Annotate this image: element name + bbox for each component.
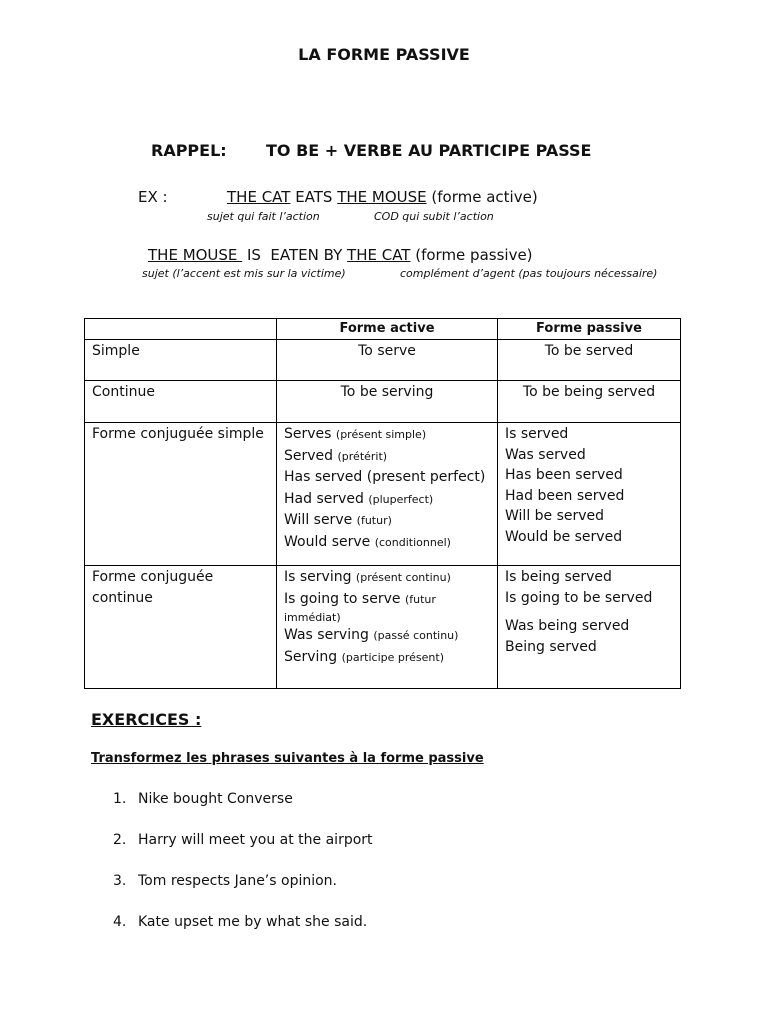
form-line: Is going to be served <box>505 589 653 606</box>
table-row <box>85 381 681 423</box>
form-line: Was being served <box>505 618 630 634</box>
table-row <box>85 340 681 381</box>
example-prefix: EX : <box>138 188 168 206</box>
form-line: immédiat) <box>284 611 341 624</box>
table-row <box>85 423 681 566</box>
cell-active <box>277 566 498 689</box>
active-object: THE MOUSE <box>337 188 427 206</box>
cell-active <box>277 423 498 566</box>
cell-passive: To be being served <box>498 381 681 423</box>
passive-agent-note: complément d’agent (pas toujours nécessaire) <box>400 267 658 280</box>
form-line: Would be served <box>505 528 623 545</box>
table-row <box>85 566 681 689</box>
form-line: Will be served <box>505 508 605 524</box>
passive-tag: (forme passive) <box>410 246 533 264</box>
form-line: Serves (présent simple) <box>284 426 427 442</box>
form-line: Was serving (passé continu) <box>284 627 459 643</box>
form-line: Is going to serve (futur <box>284 590 436 607</box>
form-line: Will serve (futur) <box>284 512 392 528</box>
form-line: Is serving (présent continu) <box>284 569 451 585</box>
cell-passive <box>498 423 681 566</box>
header-active: Forme active <box>277 319 498 340</box>
form-line: Is served <box>505 426 569 442</box>
form-line: Serving (participe présent) <box>284 648 445 665</box>
form-line: Served (prétérit) <box>284 447 388 464</box>
row-label: Simple <box>85 340 277 381</box>
form-line: Had been served <box>505 487 625 504</box>
cell-passive: To be served <box>498 340 681 381</box>
active-object-note: COD qui subit l’action <box>374 210 494 223</box>
form-line: Has served (present perfect) <box>284 469 486 485</box>
list-item: 3. Tom respects Jane’s opinion. <box>113 873 337 889</box>
list-item: 1. Nike bought Converse <box>113 791 293 807</box>
row-label: Continue <box>85 381 277 423</box>
form-line: Has been served <box>505 467 623 483</box>
form-line: Would serve (conditionnel) <box>284 533 451 550</box>
form-line: Is being served <box>505 569 612 585</box>
cell-passive <box>498 566 681 689</box>
active-tag: (forme active) <box>426 188 538 206</box>
rappel-formula: TO BE + VERBE AU PARTICIPE PASSE <box>266 141 592 160</box>
row-label: Forme conjuguée simple <box>85 423 277 566</box>
passive-subject: THE MOUSE <box>148 246 243 264</box>
active-verb: EATS <box>290 188 338 206</box>
form-line: Had served (pluperfect) <box>284 490 434 507</box>
passive-agent: THE CAT <box>347 246 411 264</box>
exercises-instruction: Transformez les phrases suivantes à la forme passive <box>91 751 484 766</box>
row-label: Forme conjuguée continue <box>85 566 277 689</box>
exercises-heading: EXERCICES : <box>91 710 202 729</box>
passive-sentence <box>148 246 533 264</box>
page-title: LA FORME PASSIVE <box>298 45 470 64</box>
active-sentence <box>227 188 538 206</box>
active-subject-note: sujet qui fait l’action <box>207 210 320 223</box>
table-header-row <box>85 319 681 340</box>
grammar-table <box>84 318 681 689</box>
passive-verb: IS EATEN BY <box>242 246 348 264</box>
active-subject: THE CAT <box>227 188 291 206</box>
form-line: Was served <box>505 446 586 463</box>
cell-active: To serve <box>277 340 498 381</box>
list-item: 4. Kate upset me by what she said. <box>113 914 368 930</box>
header-passive: Forme passive <box>498 319 681 340</box>
rappel-label: RAPPEL: <box>151 141 227 160</box>
cell-active: To be serving <box>277 381 498 423</box>
list-item: 2. Harry will meet you at the airport <box>113 832 373 848</box>
form-line: Being served <box>505 638 597 655</box>
header-empty <box>85 319 277 340</box>
passive-subject-note: sujet (l’accent est mis sur la victime) <box>142 267 346 280</box>
